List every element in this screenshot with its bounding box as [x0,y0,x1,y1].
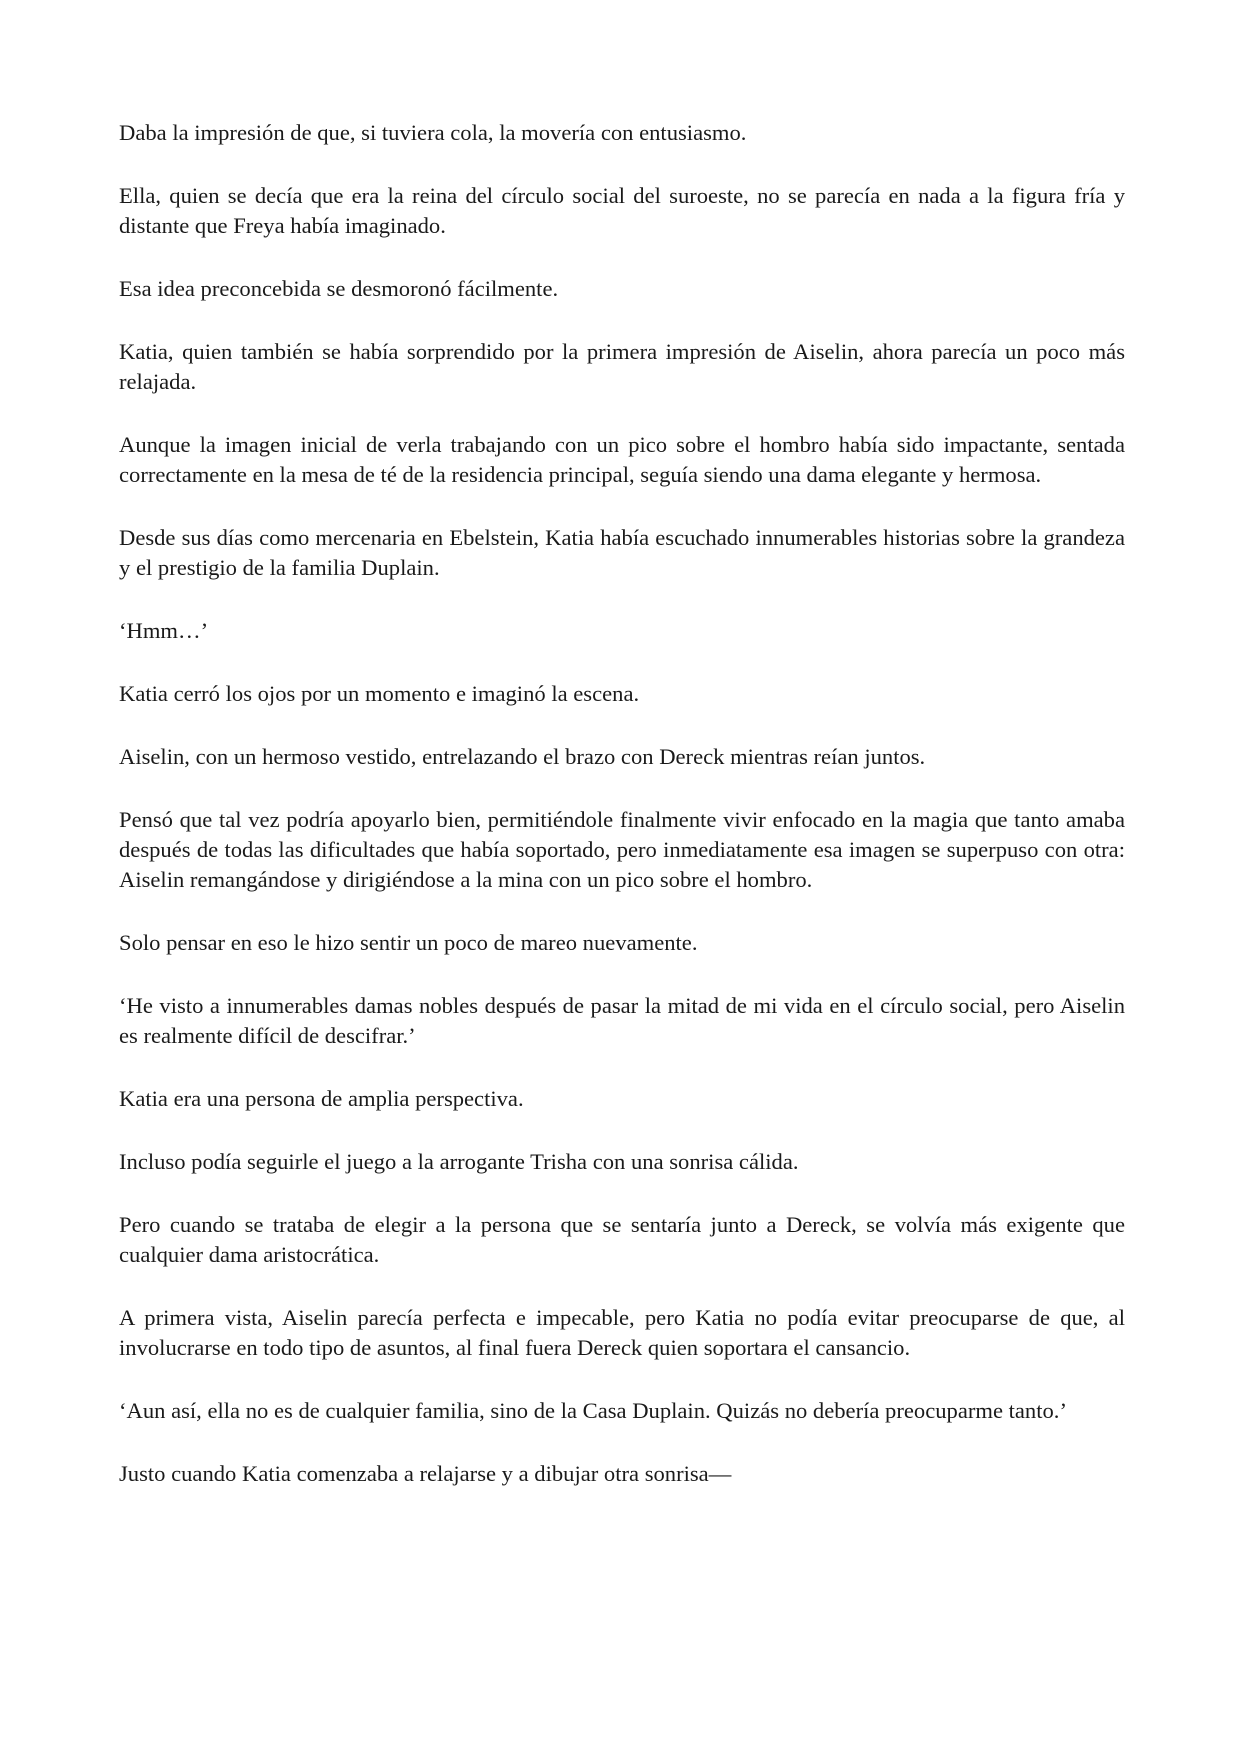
document-body [119,118,1125,1522]
paragraph-16: A primera vista, Aiselin parecía perfecta e impecable, pero Katia no podía evitar preocuparse de que, al involucrarse en todo tipo de asuntos, al final fuera Dereck quien soportara el cansancio. [119,1305,1125,1360]
paragraph-11: Solo pensar en eso le hizo sentir un poco de mareo nuevamente. [119,930,698,955]
paragraph-17: ‘Aun así, ella no es de cualquier familia, sino de la Casa Duplain. Quizás no debería preocuparme tanto.’ [119,1398,1067,1423]
paragraph-6: Desde sus días como mercenaria en Ebelstein, Katia había escuchado innumerables historias sobre la grandeza y el prestigio de la familia Duplain. [119,525,1125,580]
paragraph-3: Esa idea preconcebida se desmoronó fácilmente. [119,276,559,301]
paragraph-12: ‘He visto a innumerables damas nobles después de pasar la mitad de mi vida en el círculo social, pero Aiselin es realmente difícil de descifrar.’ [119,993,1125,1048]
paragraph-2: Ella, quien se decía que era la reina del círculo social del suroeste, no se parecía en nada a la figura fría y distante que Freya había imaginado. [119,183,1125,238]
paragraph-13: Katia era una persona de amplia perspectiva. [119,1086,524,1111]
paragraph-9: Aiselin, con un hermoso vestido, entrelazando el brazo con Dereck mientras reían juntos. [119,744,926,769]
paragraph-8: Katia cerró los ojos por un momento e imaginó la escena. [119,681,640,706]
paragraph-5: Aunque la imagen inicial de verla trabajando con un pico sobre el hombro había sido impactante, sentada correctamente en la mesa de té de la residencia principal, seguía siendo una dama elegante y hermosa. [119,432,1125,487]
paragraph-1: Daba la impresión de que, si tuviera cola, la movería con entusiasmo. [119,120,747,145]
paragraph-7: ‘Hmm…’ [119,618,209,643]
paragraph-4: Katia, quien también se había sorprendido por la primera impresión de Aiselin, ahora parecía un poco más relajada. [119,339,1125,394]
paragraph-14: Incluso podía seguirle el juego a la arrogante Trisha con una sonrisa cálida. [119,1149,799,1174]
paragraph-15: Pero cuando se trataba de elegir a la persona que se sentaría junto a Dereck, se volvía más exigente que cualquier dama aristocrática. [119,1212,1125,1267]
paragraph-10: Pensó que tal vez podría apoyarlo bien, permitiéndole finalmente vivir enfocado en la magia que tanto amaba después de todas las dificultades que había soportado, pero inmediatamente esa imagen se superpuso con otra: Aiselin remangándose y dirigiéndose a la mina con un pico sobre el hombro. [119,807,1125,892]
paragraph-18: Justo cuando Katia comenzaba a relajarse y a dibujar otra sonrisa— [119,1461,732,1486]
